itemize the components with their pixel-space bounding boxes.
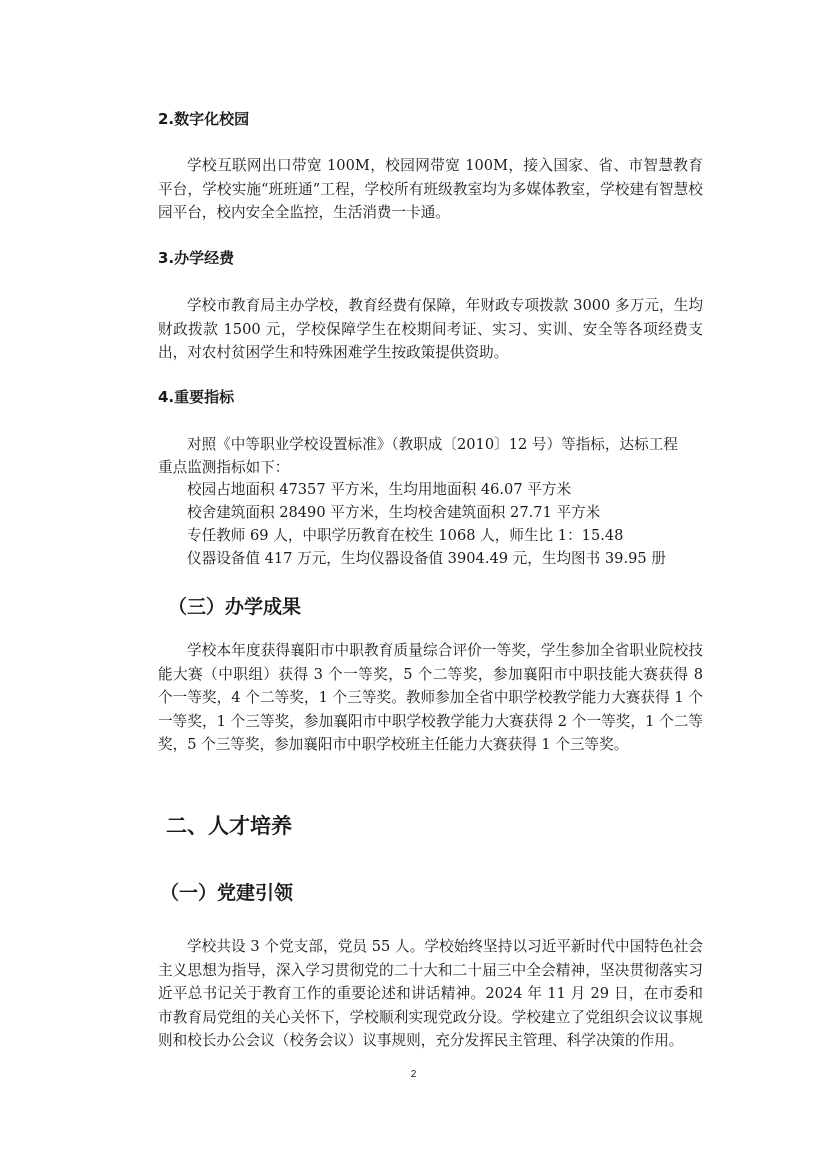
indicators-intro-line-2: 重点监测指标如下：: [158, 459, 290, 476]
heading-achievements: （三）办学成果: [168, 596, 302, 618]
heading-funding: 3.办学经费: [158, 249, 235, 267]
indicator-item: 校园占地面积 47357 平方米，生均用地面积 46.07 平方米: [187, 481, 572, 498]
heading-key-indicators: 4.重要指标: [158, 388, 235, 406]
paragraph-achievements: 学校本年度获得襄阳市中职教育质量综合评价一等奖，学生参加全省职业院校技能大赛（中职组）获得 3 个一等奖，5 个二等奖，参加襄阳市中职技能大赛获得 8 个一等奖，4 个二等奖，1 个三等奖。教师参加全省中职学校教学能力大赛获得 1 个一等奖，1 个三等奖，参加襄阳市中职学校教学能力大赛获得 2 个一等奖，1 个二等奖，5 个三等奖，参加襄阳市中职学校班主任能力大赛获得 1 个三等奖。: [158, 642, 703, 753]
paragraph-funding: 学校市教育局主办学校，教育经费有保障，年财政专项拨款 3000 多万元，生均财政拨款 1500 元，学校保障学生在校期间考证、实习、实训、安全等各项经费支出，对农村贫困学生和特殊困难学生按政策提供资助。: [158, 297, 703, 361]
heading-talent-training: 二、人才培养: [166, 814, 292, 838]
heading-digital-campus: 2.数字化校园: [158, 110, 250, 128]
paragraph-digital-campus: 学校互联网出口带宽 100M，校园网带宽 100M，接入国家、省、市智慧教育平台，学校实施“班班通”工程，学校所有班级教室均为多媒体教室，学校建有智慧校园平台，校内安全全监控，生活消费一卡通。: [158, 157, 703, 221]
paragraph-party-building: 学校共设 3 个党支部，党员 55 人。学校始终坚持以习近平新时代中国特色社会主义思想为指导，深入学习贯彻党的二十大和二十届三中全会精神，坚决贯彻落实习近平总书记关于教育工作的重要论述和讲话精神。2024 年 11 月 29 日，在市委和市教育局党组的关心关怀下，学校顺利实现党政分设。学校建立了党组织会议议事规则和校长办公会议（校务会议）议事规则，充分发挥民主管理、科学决策的作用。: [158, 938, 703, 1049]
indicator-item: 校舍建筑面积 28490 平方米，生均校舍建筑面积 27.71 平方米: [187, 504, 601, 521]
indicators-intro-line-1: 对照《中等职业学校设置标准》（教职成〔2010〕12 号）等指标，达标工程: [187, 436, 678, 453]
indicator-item: 仪器设备值 417 万元，生均仪器设备值 3904.49 元，生均图书 39.95 册: [187, 550, 666, 567]
indicator-item: 专任教师 69 人，中职学历教育在校生 1068 人，师生比 1：15.48: [187, 527, 624, 544]
heading-party-building: （一）党建引领: [160, 882, 294, 904]
page-number: 2: [410, 1069, 417, 1080]
